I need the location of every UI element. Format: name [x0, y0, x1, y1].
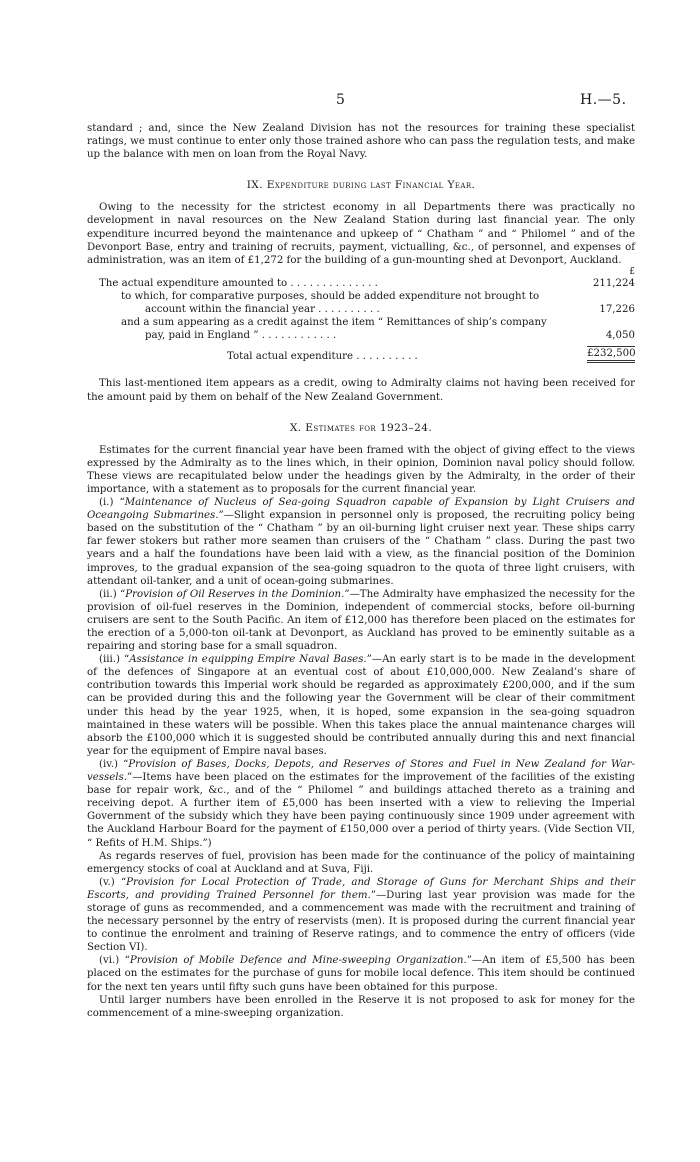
estimate-item-number: (ii.) “	[99, 588, 126, 600]
estimate-item-number: (iv.) “	[99, 758, 129, 770]
section-ix-paragraph: Owing to the necessity for the strictest economy in all Departments there was practically no development in naval resources on the New Zealand Station during last financial year. The only expenditure incurred beyond the maintenance and upkeep of “ Chatham ” and “ Philomel ” and of the Devonport Base, entry and training of recruits, payment, victualling, &c., of personnel, and expenses of administration, was an item of £1,272 for the building of a gun-mounting shed at Devonport, Auckland.	[87, 202, 635, 266]
expenditure-row-amount: 4,050	[605, 330, 635, 342]
estimate-item	[87, 758, 635, 850]
expenditure-row-label: account within the financial year . . . . . . . . . .	[145, 304, 380, 316]
estimate-item	[87, 653, 635, 758]
estimate-item-number: (iii.) “	[99, 654, 130, 666]
expenditure-row-label: to which, for comparative purposes, should be added expenditure not brought to	[121, 290, 540, 302]
estimate-item-title: Provision of Oil Reserves in the Dominion.	[125, 588, 345, 600]
estimate-item	[87, 994, 635, 1020]
estimate-item	[87, 588, 635, 653]
expenditure-row	[87, 329, 635, 342]
page-body	[87, 122, 635, 1020]
expenditure-row-label: pay, paid in England ” . . . . . . . . . . . .	[145, 330, 337, 342]
expenditure-table	[87, 268, 635, 364]
expenditure-total-row	[87, 346, 635, 363]
expenditure-row	[87, 290, 635, 303]
expenditure-row-label: and a sum appearing as a credit against the item “ Remittances of ship’s company	[121, 317, 547, 329]
expenditure-row-label: The actual expenditure amounted to . . . . . . . . . . . . . .	[99, 277, 378, 289]
estimate-item-title: Provision for Local Protection of Trade, and Storage of Guns for Merchant Ships and their Escorts, and providing Trained Personnel for them.	[87, 876, 635, 901]
estimate-item-title: Maintenance of Nucleus of Sea-going Squadron capable of Expansion by Light Cruisers and Oceangoing Submarines.	[87, 497, 635, 522]
estimate-item-text: ”—An item of £5,500 has been placed on the estimates for the purchase of guns for mobile local defence. This item should be continued for the next ten years until fifty such guns have been obtained for this purpose.	[87, 955, 635, 993]
section-x-heading: X. Estimates for 1923–24.	[289, 421, 433, 434]
page-number: 5	[336, 92, 345, 108]
document-reference: H.—5.	[580, 92, 627, 108]
estimate-item-title: Assistance in equipping Empire Naval Bases.	[129, 654, 367, 666]
estimate-item-text: ”—Items have been placed on the estimates for the improvement of the facilities of the existing base for repair work, &c., and of the “ Philomel ” and buildings attached thereto as a training and receiving depot. A further item of £5,000 has been inserted with a view to relieving the Imperial Government of the subsidy which they have been paying continuously since 1909 under agreement with the Auckland Harbour Board for the payment of £150,000 over a period of thirty years. (Vide Section VII, “ Refits of H.M. Ships.”)	[87, 772, 635, 849]
estimate-item-text: ”—During last year provision was made for the storage of guns as recommended, and a commencement was made with the recruitment and training of the necessary personnel by the entry of reservists (men). It is proposed during the current financial year to continue the enrolment and training of Reserve ratings, and to commence the entry of officers (vide Section VI).	[87, 889, 635, 954]
estimate-item-title: Provision of Bases, Docks, Depots, and Reserves of Stores and Fuel in New Zealand for War-vessels.	[87, 758, 635, 784]
estimate-item-text: As regards reserves of fuel, provision has been made for the continuance of the policy of maintaining emergency stocks of coal at Auckland and at Suva, Fiji.	[87, 850, 635, 875]
estimate-item-number: (vi.) “	[99, 955, 130, 967]
expenditure-row-amount: 17,226	[599, 304, 635, 316]
estimate-item-text: ”—Slight expansion in personnel only is proposed, the recruiting policy being based on the substitution of the “ Chatham ” by an oil-burning light cruiser next year. These ships carry far fewer stokers but rather more seamen than cruisers of the “ Chatham ” class. During the past two years and a half the foundations have been laid with a view, as the financial position of the Dominion improves, to the gradual expansion of the sea-going squadron to the quota of three light cruisers, with attendant oil-tanker, and a unit of ocean-going submarines.	[87, 510, 635, 587]
expenditure-row	[87, 277, 635, 290]
estimate-item	[87, 850, 635, 876]
estimate-item	[87, 496, 635, 588]
expenditure-row	[87, 303, 635, 316]
credit-note-paragraph: This last-mentioned item appears as a credit, owing to Admiralty claims not having been received for the amount paid by them on behalf of the New Zealand Government.	[87, 378, 635, 403]
estimate-item-text: ”—The Admiralty have emphasized the necessity for the provision of oil-fuel reserves in the Dominion, independent of commercial stocks, before oil-burning cruisers are sent to the South Pacific. An item of £12,000 has therefore been placed on the estimates for the erection of a 5,000-ton oil-tank at Devonport, as Auckland has proved to be eminently suitable as a repairing and storing base for a small squadron.	[87, 588, 636, 653]
intro-paragraph: standard ; and, since the New Zealand Division has not the resources for training these specialist ratings, we must continue to enter only those trained ashore who can pass the regulation tests, and make up the balance with men on loan from the Royal Navy.	[87, 123, 635, 161]
currency-symbol: £	[629, 266, 635, 277]
estimate-item	[87, 876, 635, 955]
estimate-item-text: ”—An early start is to be made in the development of the defences of Singapore at an eventual cost of about £10,000,000. New Zealand’s share of contribution towards this Imperial work should be regarded as approximately £200,000, and if the sum can be provided during this and the following year the Government will be clear of their commitment under this head by the year 1925, when, it is hoped, some expansion in the sea-going squadron maintained in these waters will be possible. When this takes place the annual maintenance charges will absorb the £100,000 which it is suggested should be contributed annually during this and next financial year for the equipment of Empire naval bases.	[87, 654, 635, 757]
estimate-item-text: Until larger numbers have been enrolled in the Reserve it is not proposed to ask for money for the commencement of a mine-sweeping organization.	[87, 994, 635, 1019]
estimate-item	[87, 954, 635, 993]
section-ix-heading: IX. Expenditure during last Financial Year.	[246, 179, 476, 192]
expenditure-total-amount: £232,500	[587, 346, 635, 363]
expenditure-total-label: Total actual expenditure . . . . . . . . . .	[227, 351, 418, 363]
estimate-item-number: (i.) “	[99, 497, 125, 509]
expenditure-row	[87, 316, 635, 329]
estimate-item-title: Provision of Mobile Defence and Mine-sweeping Organization.	[129, 955, 467, 967]
section-x-intro: Estimates for the current financial year have been framed with the object of giving effect to the views expressed by the Admiralty as to the lines which, in their opinion, Dominion naval policy should follow. These views are recapitulated below under the headings given by the Admiralty, in the order of their importance, with a statement as to proposals for the current financial year.	[87, 444, 635, 495]
expenditure-row-amount: 211,224	[592, 277, 635, 289]
estimate-item-number: (v.) “	[99, 876, 127, 888]
